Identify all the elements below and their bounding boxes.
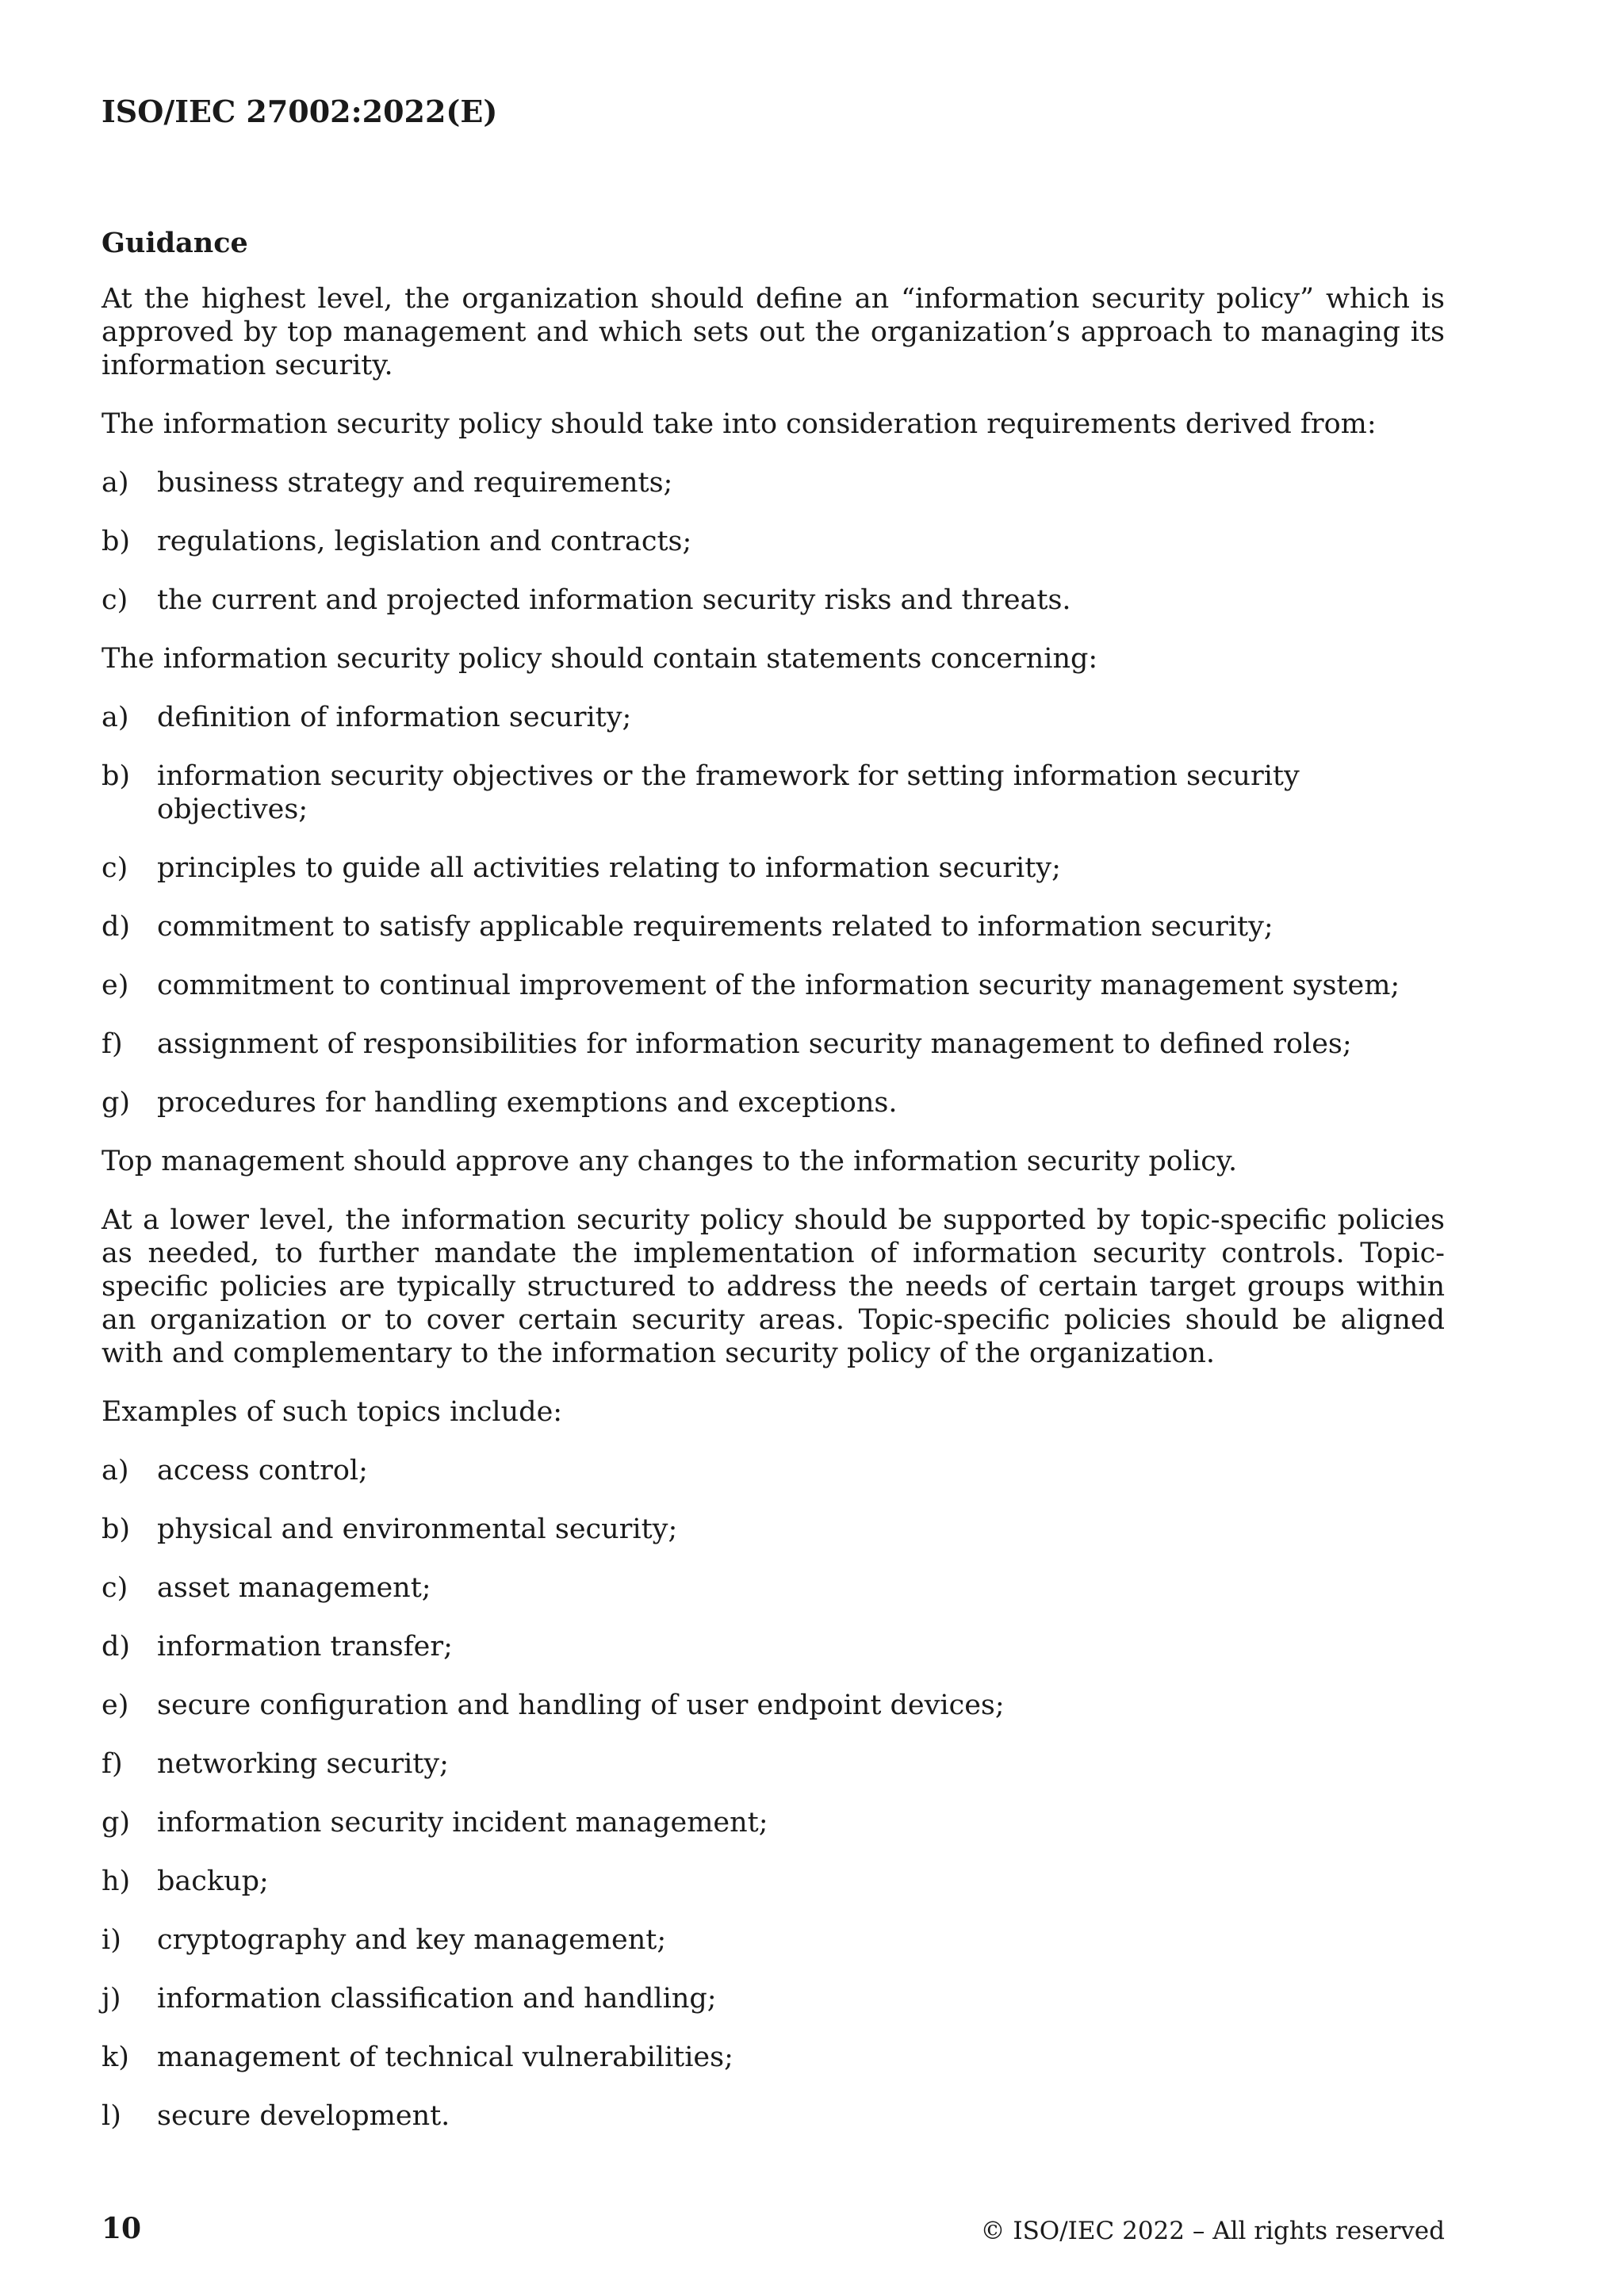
list-item [102, 701, 1445, 734]
paragraph: The information security policy should take into consideration requirements derived from: [102, 408, 1377, 440]
list-item [102, 1923, 1445, 1957]
list-item-text: access control; [157, 1455, 368, 1487]
list-item-text: commitment to satisfy applicable requirements related to information security; [157, 911, 1274, 943]
list-item [102, 1454, 1445, 1487]
list-item-text: management of technical vulnerabilities; [157, 2042, 733, 2073]
list-marker: b) [102, 526, 131, 557]
list-marker: c) [102, 852, 128, 884]
list-item-text: the current and projected information security risks and threats. [157, 584, 1071, 616]
list-marker: b) [102, 760, 131, 792]
list-marker: e) [102, 1689, 129, 1721]
list-item-text: cryptography and key management; [157, 1924, 667, 1956]
list-item-text: secure configuration and handling of user endpoint devices; [157, 1689, 1005, 1721]
list-marker: a) [102, 1455, 129, 1487]
page-number: 10 [102, 2212, 142, 2245]
list-item [102, 1982, 1445, 2015]
guidance-heading: Guidance [102, 227, 248, 259]
list-item [102, 525, 1445, 558]
list-item [102, 1865, 1445, 1898]
list-item [102, 1513, 1445, 1546]
list-marker: g) [102, 1087, 131, 1119]
list-item-text: secure development. [157, 2100, 450, 2132]
list-marker: j) [102, 1983, 121, 2015]
topics-list [102, 1454, 1445, 2133]
paragraph: Examples of such topics include: [102, 1396, 563, 1428]
list-item-text: information security objectives or the framework for setting information security objectives; [157, 760, 1300, 825]
list-item [102, 1630, 1445, 1663]
document-body [102, 227, 1445, 2158]
list-marker: h) [102, 1866, 131, 1897]
list-marker: d) [102, 911, 131, 943]
policy-statements-list [102, 701, 1445, 1119]
list-item-text: business strategy and requirements; [157, 467, 673, 499]
list-item-text: information transfer; [157, 1631, 453, 1663]
list-item [102, 2099, 1445, 2133]
list-item [102, 910, 1445, 943]
paragraph: Top management should approve any changes to the information security policy. [102, 1146, 1238, 1177]
list-item [102, 1086, 1445, 1119]
list-item-text: regulations, legislation and contracts; [157, 526, 692, 557]
requirements-list [102, 466, 1445, 617]
list-item-text: procedures for handling exemptions and exceptions. [157, 1087, 898, 1119]
list-item [102, 1689, 1445, 1722]
list-marker: e) [102, 970, 129, 1001]
list-marker: b) [102, 1513, 131, 1545]
list-item-text: definition of information security; [157, 702, 632, 733]
list-item-text: physical and environmental security; [157, 1513, 678, 1545]
list-item [102, 1806, 1445, 1839]
list-item-text: principles to guide all activities relating to information security; [157, 852, 1061, 884]
list-item [102, 760, 1445, 826]
list-marker: a) [102, 702, 129, 733]
list-marker: f) [102, 1748, 123, 1780]
list-item-text: information security incident management; [157, 1807, 768, 1839]
list-marker: g) [102, 1807, 131, 1839]
paragraph: The information security policy should contain statements concerning: [102, 643, 1098, 675]
copyright-notice: © ISO/IEC 2022 – All rights reserved [980, 2217, 1445, 2245]
list-item [102, 1571, 1445, 1605]
list-item-text: assignment of responsibilities for information security management to defined roles; [157, 1028, 1352, 1060]
list-item [102, 1027, 1445, 1061]
paragraph: At a lower level, the information security policy should be supported by topic-specific policies as needed, to further mandate the implementation of information security controls. Topic-specific policies are typically structured to address the needs of certain target groups within an organization or to cover certain security areas. Topic-specific policies should be aligned with and complementary to the information security policy of the organization. [102, 1204, 1445, 1369]
list-item-text: information classification and handling; [157, 1983, 717, 2015]
list-marker: d) [102, 1631, 131, 1663]
list-marker: c) [102, 1572, 128, 1604]
document-id-header: ISO/IEC 27002:2022(E) [102, 94, 498, 129]
list-item-text: networking security; [157, 1748, 449, 1780]
list-item-text: asset management; [157, 1572, 431, 1604]
list-item [102, 1747, 1445, 1781]
list-marker: a) [102, 467, 129, 499]
list-item [102, 2041, 1445, 2074]
list-item-text: backup; [157, 1866, 269, 1897]
list-item [102, 969, 1445, 1002]
paragraph: At the highest level, the organization should define an “information security policy” which is approved by top management and which sets out the organization’s approach to managing its information security. [102, 283, 1445, 381]
list-marker: i) [102, 1924, 121, 1956]
list-marker: f) [102, 1028, 123, 1060]
list-marker: c) [102, 584, 128, 616]
list-item [102, 584, 1445, 617]
list-item [102, 851, 1445, 885]
list-marker: k) [102, 2042, 129, 2073]
list-item [102, 466, 1445, 499]
list-item-text: commitment to continual improvement of the information security management system; [157, 970, 1400, 1001]
list-marker: l) [102, 2100, 121, 2132]
